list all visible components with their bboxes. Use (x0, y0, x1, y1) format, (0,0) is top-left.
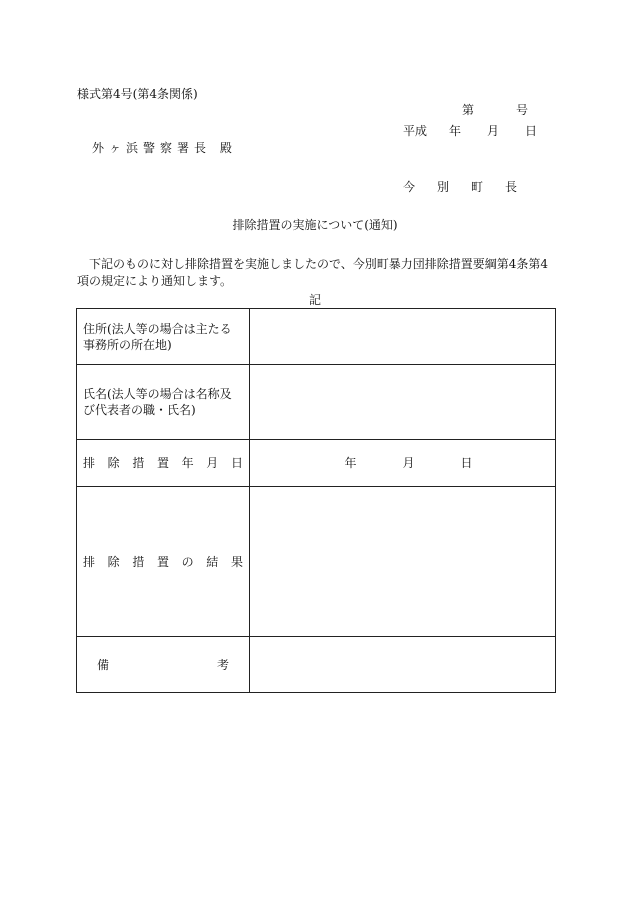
doc-number-go: 号 (516, 103, 529, 117)
table-row (77, 365, 556, 440)
table-row (77, 637, 556, 693)
name-label: 氏名(法人等の場合は名称及び代表者の職・氏名) (77, 365, 250, 440)
document-number (462, 103, 528, 117)
label-char: 年 (181, 456, 194, 470)
record-table (76, 308, 556, 693)
sender-char-2: 別 (437, 180, 450, 194)
label-char: 日 (230, 456, 243, 470)
value-month: 月 (402, 456, 415, 470)
sender-char-3: 町 (471, 180, 484, 194)
label-char: 結 (206, 554, 219, 569)
label-char: 置 (156, 554, 169, 569)
name-value (250, 365, 556, 440)
date-year: 年 (449, 124, 462, 138)
exclusion-result-label (77, 487, 250, 637)
addressee: 外ヶ浜警察署長 殿 (92, 141, 237, 155)
label-char: 果 (230, 554, 243, 569)
table-row (77, 309, 556, 365)
label-char: 除 (107, 456, 120, 470)
remarks-label (77, 637, 250, 693)
form-number: 様式第4号(第4条関係) (77, 87, 198, 101)
label-char: 排 (83, 456, 96, 470)
document-title: 排除措置の実施について(通知) (232, 218, 398, 232)
label-char: の (181, 554, 194, 569)
date-era: 平成 (403, 124, 428, 138)
issue-date (403, 124, 537, 138)
body-paragraph: 下記のものに対し排除措置を実施しましたので、今別町暴力団排除措置要綱第4条第4項の規定により通知します。 (77, 257, 549, 288)
exclusion-date-label (77, 440, 250, 487)
label-char: 措 (132, 456, 145, 470)
label-char: 備 (97, 657, 110, 672)
value-day: 日 (460, 456, 473, 470)
label-char: 考 (216, 657, 229, 672)
date-month: 月 (487, 124, 500, 138)
label-char: 排 (83, 554, 96, 569)
label-char: 置 (156, 456, 169, 470)
date-day: 日 (525, 124, 538, 138)
sender (403, 180, 517, 194)
ki-heading: 記 (308, 293, 321, 307)
address-value (250, 309, 556, 365)
address-label: 住所(法人等の場合は主たる事務所の所在地) (77, 309, 250, 365)
table-row (77, 487, 556, 637)
sender-char-4: 長 (505, 180, 518, 194)
label-char: 月 (206, 456, 219, 470)
exclusion-result-value (250, 487, 556, 637)
doc-number-dai: 第 (462, 103, 475, 117)
remarks-value (250, 637, 556, 693)
table-row (77, 440, 556, 487)
label-char: 措 (132, 554, 145, 569)
sender-char-1: 今 (403, 180, 416, 194)
exclusion-date-value (250, 440, 556, 487)
label-char: 除 (107, 554, 120, 569)
value-year: 年 (344, 456, 357, 470)
